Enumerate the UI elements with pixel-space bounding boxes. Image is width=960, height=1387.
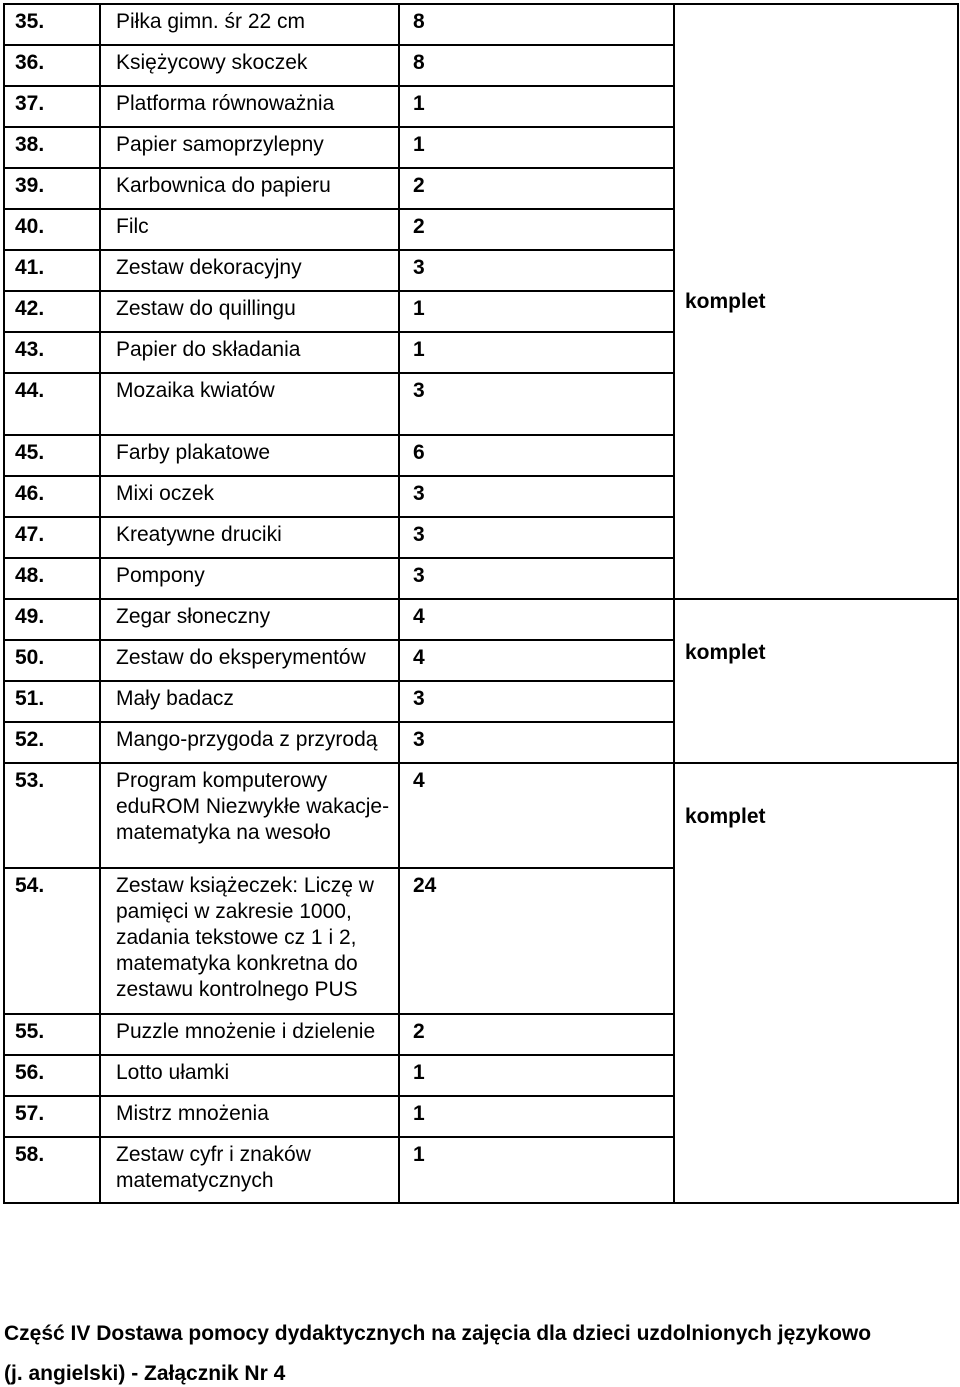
- item-quantity: 3: [399, 681, 674, 722]
- item-quantity: 3: [399, 558, 674, 599]
- item-quantity: 2: [399, 168, 674, 209]
- item-name: Zestaw do quillingu: [100, 291, 399, 332]
- item-name: Lotto ułamki: [100, 1055, 399, 1096]
- item-name: Zestaw cyfr i znaków matematycznych: [100, 1137, 399, 1203]
- item-number: 56.: [4, 1055, 100, 1096]
- item-name: Mały badacz: [100, 681, 399, 722]
- item-name: Kreatywne druciki: [100, 517, 399, 558]
- item-name: Mixi oczek: [100, 476, 399, 517]
- item-quantity: 2: [399, 1014, 674, 1055]
- item-quantity: 3: [399, 476, 674, 517]
- item-quantity: 1: [399, 86, 674, 127]
- item-quantity: 3: [399, 373, 674, 435]
- item-name: Piłka gimn. śr 22 cm: [100, 4, 399, 45]
- item-quantity: 6: [399, 435, 674, 476]
- unit-cell: komplet: [674, 763, 958, 1203]
- item-quantity: 1: [399, 291, 674, 332]
- item-quantity: 1: [399, 1055, 674, 1096]
- item-quantity: 1: [399, 1137, 674, 1203]
- item-number: 49.: [4, 599, 100, 640]
- item-number: 53.: [4, 763, 100, 868]
- item-quantity: 4: [399, 640, 674, 681]
- item-name: Zestaw dekoracyjny: [100, 250, 399, 291]
- item-number: 48.: [4, 558, 100, 599]
- item-quantity: 24: [399, 868, 674, 1014]
- item-quantity: 2: [399, 209, 674, 250]
- table-row: [4, 763, 958, 868]
- section-subheading: (j. angielski) - Załącznik Nr 4: [4, 1362, 286, 1385]
- item-number: 38.: [4, 127, 100, 168]
- table-row: [4, 4, 958, 45]
- item-name: Zestaw do eksperymentów: [100, 640, 399, 681]
- item-number: 43.: [4, 332, 100, 373]
- item-number: 50.: [4, 640, 100, 681]
- item-quantity: 1: [399, 1096, 674, 1137]
- item-name: Papier samoprzylepny: [100, 127, 399, 168]
- item-quantity: 4: [399, 763, 674, 868]
- item-number: 54.: [4, 868, 100, 1014]
- item-number: 37.: [4, 86, 100, 127]
- item-name: Mistrz mnożenia: [100, 1096, 399, 1137]
- item-name: Filc: [100, 209, 399, 250]
- item-quantity: 8: [399, 45, 674, 86]
- item-number: 44.: [4, 373, 100, 435]
- item-number: 36.: [4, 45, 100, 86]
- item-name: Farby plakatowe: [100, 435, 399, 476]
- item-number: 55.: [4, 1014, 100, 1055]
- item-quantity: 1: [399, 332, 674, 373]
- item-number: 57.: [4, 1096, 100, 1137]
- table-row: [4, 599, 958, 640]
- item-number: 35.: [4, 4, 100, 45]
- item-number: 52.: [4, 722, 100, 763]
- item-number: 46.: [4, 476, 100, 517]
- item-number: 51.: [4, 681, 100, 722]
- section-heading: Część IV Dostawa pomocy dydaktycznych na zajęcia dla dzieci uzdolnionych językowo: [4, 1322, 872, 1345]
- item-name: Zestaw książeczek: Liczę w pamięci w zakresie 1000, zadania tekstowe cz 1 i 2, matematyka konkretna do zestawu kontrolnego PUS: [100, 868, 399, 1014]
- items-table: [3, 3, 959, 1204]
- item-quantity: 8: [399, 4, 674, 45]
- item-name: Mango-przygoda z przyrodą: [100, 722, 399, 763]
- item-name: Puzzle mnożenie i dzielenie: [100, 1014, 399, 1055]
- item-number: 47.: [4, 517, 100, 558]
- item-name: Platforma równoważnia: [100, 86, 399, 127]
- item-quantity: 1: [399, 127, 674, 168]
- item-quantity: 4: [399, 599, 674, 640]
- item-name: Papier do składania: [100, 332, 399, 373]
- item-quantity: 3: [399, 722, 674, 763]
- item-name: Program komputerowy eduROM Niezwykłe wakacje- matematyka na wesoło: [100, 763, 399, 868]
- item-name: Pompony: [100, 558, 399, 599]
- unit-cell: komplet: [674, 599, 958, 763]
- item-quantity: 3: [399, 517, 674, 558]
- item-number: 41.: [4, 250, 100, 291]
- unit-cell: komplet: [674, 4, 958, 599]
- item-number: 45.: [4, 435, 100, 476]
- item-quantity: 3: [399, 250, 674, 291]
- item-name: Księżycowy skoczek: [100, 45, 399, 86]
- item-name: Zegar słoneczny: [100, 599, 399, 640]
- item-number: 58.: [4, 1137, 100, 1203]
- item-name: Karbownica do papieru: [100, 168, 399, 209]
- item-number: 42.: [4, 291, 100, 332]
- item-name: Mozaika kwiatów: [100, 373, 399, 435]
- item-number: 39.: [4, 168, 100, 209]
- item-number: 40.: [4, 209, 100, 250]
